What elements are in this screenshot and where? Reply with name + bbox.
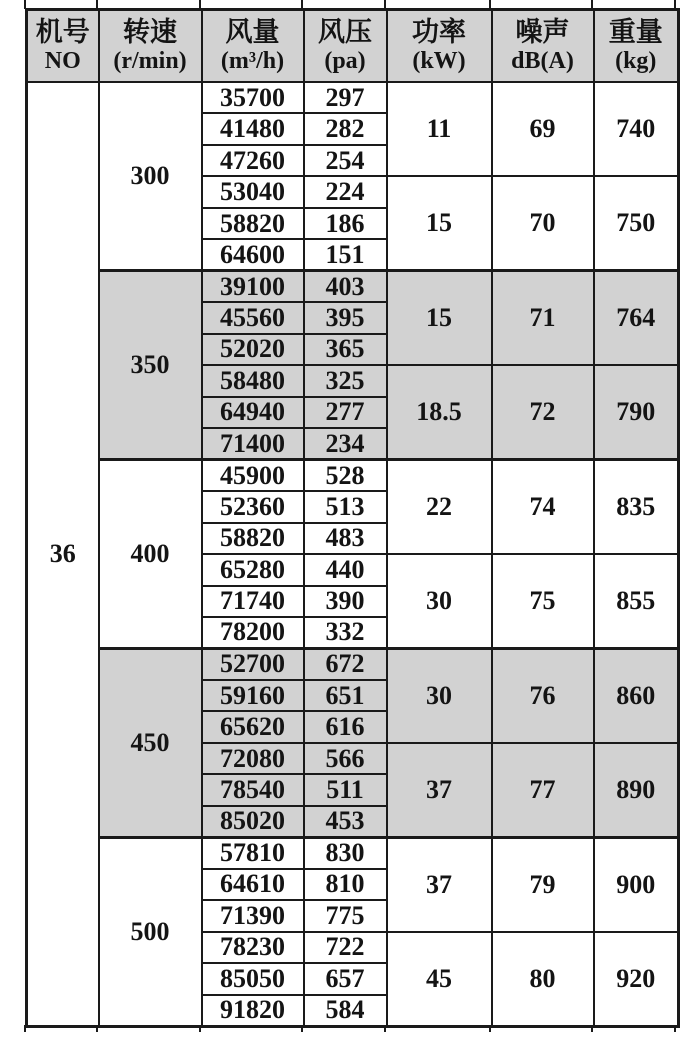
- cell-pressure: 297: [304, 82, 387, 113]
- cell-pressure: 224: [304, 176, 387, 207]
- cell-speed: 400: [99, 460, 202, 649]
- fan-spec-table-wrap: [25, 8, 680, 1028]
- cell-pressure: 365: [304, 334, 387, 365]
- cell-pressure: 282: [304, 113, 387, 144]
- table-row: [27, 460, 679, 491]
- cell-airflow: 78230: [202, 932, 304, 963]
- column-rule-overhang-tick: [24, 0, 26, 9]
- cell-noise: 70: [492, 176, 594, 270]
- col-header-machine-no: [27, 10, 99, 83]
- column-rule-overhang-tick: [301, 1025, 303, 1032]
- cell-weight: 764: [594, 271, 679, 365]
- col-header-noise-unit: dB(A): [511, 47, 574, 74]
- column-rule-overhang-tick: [96, 0, 98, 9]
- column-rule-overhang-tick: [489, 1025, 491, 1032]
- cell-airflow: 71400: [202, 428, 304, 459]
- cell-power: 30: [387, 554, 492, 648]
- cell-noise: 77: [492, 743, 594, 837]
- col-header-weight: [594, 10, 679, 83]
- cell-power: 45: [387, 932, 492, 1027]
- cell-power: 15: [387, 271, 492, 365]
- col-header-power: [387, 10, 492, 83]
- cell-pressure: 528: [304, 460, 387, 491]
- cell-speed: 500: [99, 837, 202, 1026]
- cell-noise: 69: [492, 82, 594, 176]
- table-body: [27, 82, 679, 1027]
- col-header-airflow: [202, 10, 304, 83]
- cell-noise: 80: [492, 932, 594, 1027]
- col-header-speed-unit: (r/min): [113, 47, 187, 74]
- cell-pressure: 657: [304, 963, 387, 994]
- column-rule-overhang-tick: [384, 0, 386, 9]
- cell-pressure: 186: [304, 208, 387, 239]
- col-header-noise: [492, 10, 594, 83]
- cell-noise: 79: [492, 837, 594, 931]
- cell-pressure: 234: [304, 428, 387, 459]
- cell-pressure: 566: [304, 743, 387, 774]
- cell-airflow: 59160: [202, 680, 304, 711]
- col-header-machine-no-cn: 机号: [35, 16, 90, 47]
- cell-airflow: 45560: [202, 302, 304, 333]
- cell-airflow: 64600: [202, 239, 304, 270]
- cell-airflow: 58820: [202, 523, 304, 554]
- cell-pressure: 277: [304, 397, 387, 428]
- cell-pressure: 651: [304, 680, 387, 711]
- cell-airflow: 57810: [202, 837, 304, 868]
- cell-power: 22: [387, 460, 492, 554]
- cell-pressure: 513: [304, 491, 387, 522]
- col-header-speed: [99, 10, 202, 83]
- cell-pressure: 775: [304, 900, 387, 931]
- cell-weight: 790: [594, 365, 679, 459]
- col-header-speed-cn: 转速: [123, 16, 177, 47]
- cell-noise: 76: [492, 648, 594, 742]
- col-header-airflow-cn: 风量: [225, 16, 280, 47]
- col-header-weight-unit: (kg): [615, 47, 657, 74]
- col-header-pressure-cn: 风压: [318, 16, 372, 47]
- cell-airflow: 71390: [202, 900, 304, 931]
- cell-pressure: 616: [304, 711, 387, 742]
- cell-power: 37: [387, 743, 492, 837]
- cell-pressure: 254: [304, 145, 387, 176]
- cell-airflow: 53040: [202, 176, 304, 207]
- cell-airflow: 47260: [202, 145, 304, 176]
- column-rule-overhang-tick: [674, 1025, 676, 1032]
- cell-airflow: 85020: [202, 806, 304, 837]
- cell-pressure: 830: [304, 837, 387, 868]
- cell-weight: 750: [594, 176, 679, 270]
- table-row: [27, 271, 679, 302]
- cell-power: 18.5: [387, 365, 492, 459]
- cell-airflow: 41480: [202, 113, 304, 144]
- cell-weight: 890: [594, 743, 679, 837]
- col-header-pressure-unit: (pa): [324, 47, 366, 74]
- column-rule-overhang-tick: [24, 1025, 26, 1032]
- cell-airflow: 71740: [202, 586, 304, 617]
- col-header-weight-cn: 重量: [608, 16, 663, 47]
- table-row: [27, 82, 679, 113]
- cell-noise: 74: [492, 460, 594, 554]
- cell-airflow: 72080: [202, 743, 304, 774]
- cell-pressure: 584: [304, 995, 387, 1027]
- cell-speed: 300: [99, 82, 202, 271]
- cell-airflow: 35700: [202, 82, 304, 113]
- cell-airflow: 45900: [202, 460, 304, 491]
- cell-airflow: 64610: [202, 869, 304, 900]
- cell-pressure: 483: [304, 523, 387, 554]
- column-rule-overhang-tick: [489, 0, 491, 9]
- cell-pressure: 672: [304, 648, 387, 679]
- cell-airflow: 52360: [202, 491, 304, 522]
- cell-weight: 900: [594, 837, 679, 931]
- cell-airflow: 52700: [202, 648, 304, 679]
- cell-speed: 450: [99, 648, 202, 837]
- cell-pressure: 390: [304, 586, 387, 617]
- column-rule-overhang-tick: [301, 0, 303, 9]
- cell-power: 30: [387, 648, 492, 742]
- cell-airflow: 39100: [202, 271, 304, 302]
- col-header-power-cn: 功率: [412, 16, 466, 47]
- table-header: [27, 10, 679, 83]
- cell-airflow: 65620: [202, 711, 304, 742]
- cell-pressure: 511: [304, 774, 387, 805]
- cell-weight: 860: [594, 648, 679, 742]
- cell-pressure: 440: [304, 554, 387, 585]
- cell-pressure: 403: [304, 271, 387, 302]
- col-header-airflow-unit: (m³/h): [220, 47, 285, 74]
- col-header-pressure: [304, 10, 387, 83]
- cell-airflow: 58480: [202, 365, 304, 396]
- column-rule-overhang-tick: [591, 0, 593, 9]
- column-rule-overhang-tick: [674, 0, 676, 9]
- cell-weight: 740: [594, 82, 679, 176]
- cell-airflow: 78200: [202, 617, 304, 648]
- table-row: [27, 648, 679, 679]
- cell-machine-no: 36: [27, 82, 99, 1027]
- cell-airflow: 52020: [202, 334, 304, 365]
- cell-speed: 350: [99, 271, 202, 460]
- cell-power: 11: [387, 82, 492, 176]
- cell-noise: 72: [492, 365, 594, 459]
- cell-pressure: 453: [304, 806, 387, 837]
- cell-airflow: 91820: [202, 995, 304, 1027]
- cell-airflow: 65280: [202, 554, 304, 585]
- cell-pressure: 151: [304, 239, 387, 270]
- cell-weight: 920: [594, 932, 679, 1027]
- cell-airflow: 64940: [202, 397, 304, 428]
- cell-pressure: 325: [304, 365, 387, 396]
- cell-weight: 835: [594, 460, 679, 554]
- col-header-machine-no-unit: NO: [44, 47, 81, 74]
- cell-airflow: 58820: [202, 208, 304, 239]
- cell-weight: 855: [594, 554, 679, 648]
- cell-power: 15: [387, 176, 492, 270]
- cell-airflow: 78540: [202, 774, 304, 805]
- cell-pressure: 332: [304, 617, 387, 648]
- cell-pressure: 395: [304, 302, 387, 333]
- column-rule-overhang-tick: [96, 1025, 98, 1032]
- cell-noise: 75: [492, 554, 594, 648]
- cell-pressure: 722: [304, 932, 387, 963]
- cell-pressure: 810: [304, 869, 387, 900]
- fan-spec-table: [25, 8, 680, 1028]
- cell-noise: 71: [492, 271, 594, 365]
- col-header-noise-cn: 噪声: [515, 16, 570, 47]
- column-rule-overhang-tick: [199, 0, 201, 9]
- table-row: [27, 837, 679, 868]
- column-rule-overhang-tick: [199, 1025, 201, 1032]
- cell-power: 37: [387, 837, 492, 931]
- cell-airflow: 85050: [202, 963, 304, 994]
- column-rule-overhang-tick: [384, 1025, 386, 1032]
- column-rule-overhang-tick: [591, 1025, 593, 1032]
- col-header-power-unit: (kW): [412, 47, 466, 74]
